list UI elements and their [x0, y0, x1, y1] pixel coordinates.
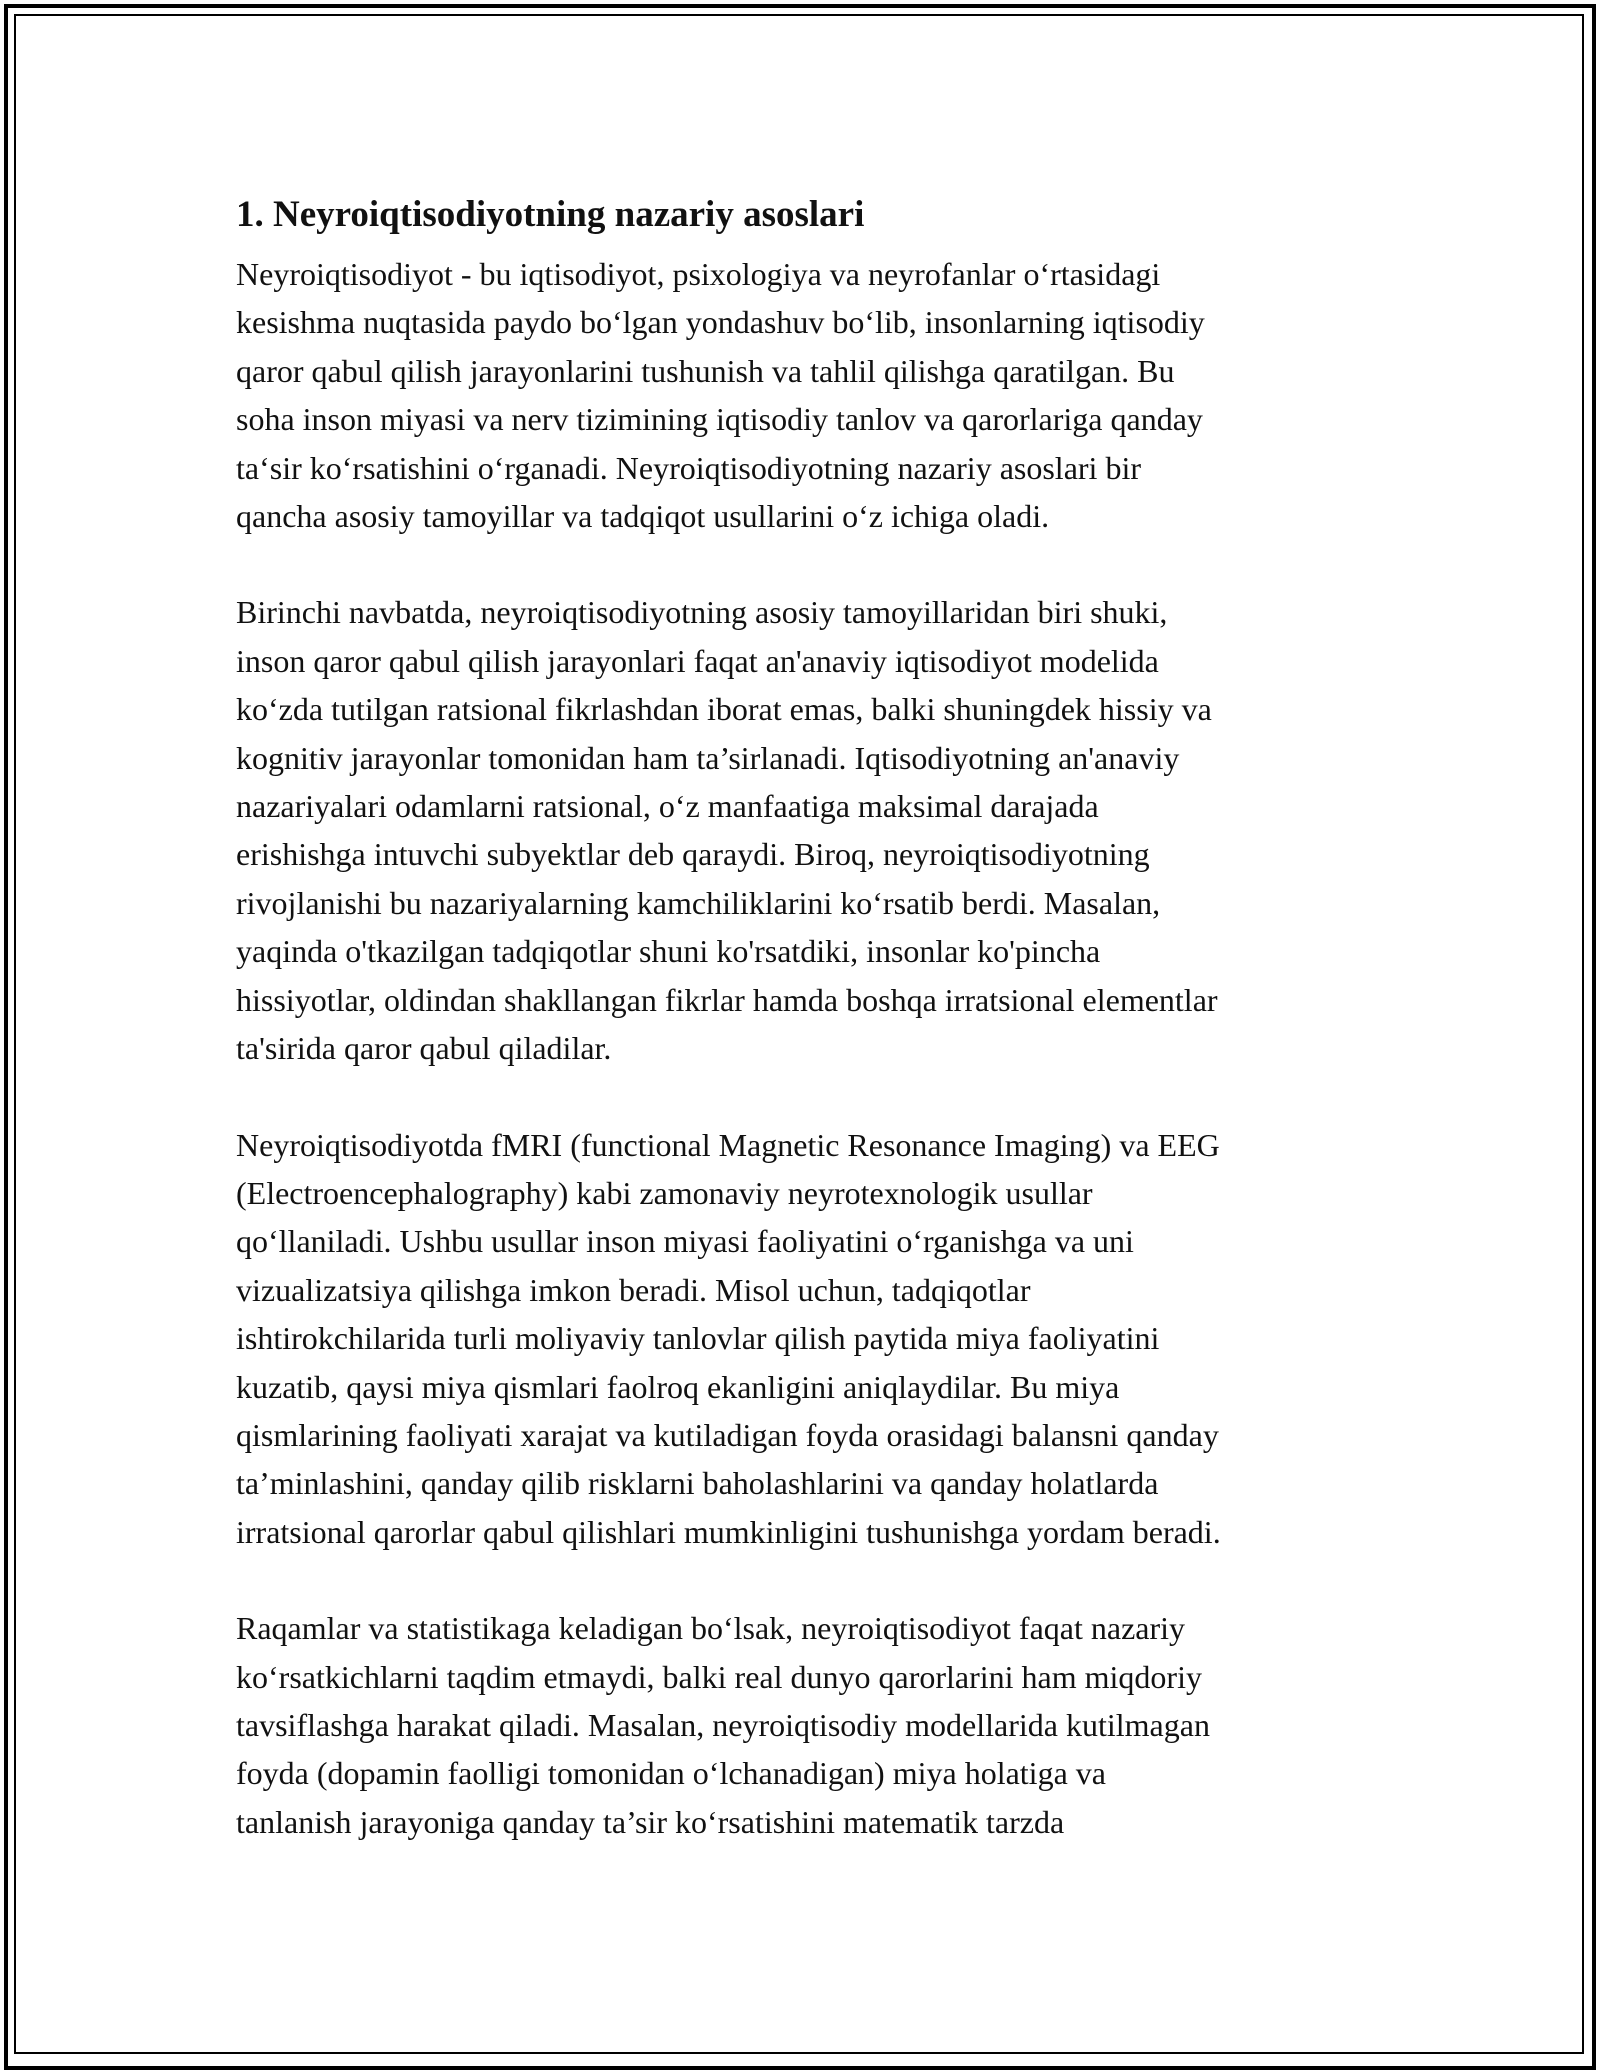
paragraph: [236, 250, 1386, 540]
text-line: (Electroencephalography) kabi zamonaviy neyrotexnologik usullar: [236, 1174, 1093, 1211]
text-line: soha inson miyasi va nerv tizimining iqtisodiy tanlov va qarorlariga qanday: [236, 401, 1203, 438]
text-line: kognitiv jarayonlar tomonidan ham ta’sirlanadi. Iqtisodiyotning an'anaviy: [236, 739, 1180, 776]
text-line: Neyroiqtisodiyot - bu iqtisodiyot, psixologiya va neyrofanlar o‘rtasidagi: [236, 256, 1161, 292]
text-line: erishishga intuvchi subyektlar deb qaraydi. Biroq, neyroiqtisodiyotning: [236, 836, 1150, 873]
text-line: tanlanish jarayoniga qanday ta’sir ko‘rsatishini matematik tarzda: [236, 1803, 1065, 1840]
text-line: nazariyalari odamlarni ratsional, o‘z manfaatiga maksimal darajada: [236, 788, 1099, 825]
paragraph: [236, 588, 1386, 1072]
text-line: ta'sirida qaror qabul qiladilar.: [236, 1030, 612, 1067]
text-line: ko‘rsatkichlarni taqdim etmaydi, balki real dunyo qarorlarini ham miqdoriy: [236, 1658, 1202, 1695]
text-line: kuzatib, qaysi miya qismlari faolroq ekanligini aniqlaydilar. Bu miya: [236, 1368, 1120, 1405]
text-line: Birinchi navbatda, neyroiqtisodiyotning asosiy tamoyillaridan biri shuki,: [236, 594, 1168, 631]
text-line: yaqinda o'tkazilgan tadqiqotlar shuni ko'rsatdiki, insonlar ko'pincha: [236, 933, 1101, 970]
text-line: inson qaror qabul qilish jarayonlari faqat an'anaviy iqtisodiyot modelida: [236, 642, 1159, 679]
text-line: rivojlanishi bu nazariyalarning kamchiliklarini ko‘rsatib berdi. Masalan,: [236, 884, 1161, 921]
text-line: ishtirokchilarida turli moliyaviy tanlovlar qilish paytida miya faoliyatini: [236, 1320, 1160, 1357]
text-line: Neyroiqtisodiyotda fMRI (functional Magnetic Resonance Imaging) va EEG: [236, 1126, 1220, 1163]
text-line: hissiyotlar, oldindan shakllangan fikrlar hamda boshqa irratsional elementlar: [236, 981, 1218, 1018]
text-line: Raqamlar va statistikaga keladigan bo‘lsak, neyroiqtisodiyot faqat nazariy: [236, 1610, 1186, 1647]
text-line: vizualizatsiya qilishga imkon beradi. Misol uchun, tadqiqotlar: [236, 1271, 1031, 1308]
text-line: tavsiflashga harakat qiladi. Masalan, neyroiqtisodiy modellarida kutilmagan: [236, 1706, 1210, 1743]
paragraph: [236, 1121, 1386, 1557]
text-line: qismlarining faoliyati xarajat va kutiladigan foyda orasidagi balansni qanday: [236, 1416, 1219, 1453]
paragraph: [236, 1604, 1386, 1846]
text-line: qancha asosiy tamoyillar va tadqiqot usullarini o‘z ichiga oladi.: [236, 498, 1050, 535]
text-line: qaror qabul qilish jarayonlarini tushunish va tahlil qilishga qaratilgan. Bu: [236, 352, 1175, 389]
text-line: ta‘sir ko‘rsatishini o‘rganadi. Neyroiqtisodiyotning nazariy asoslari bir: [236, 449, 1141, 486]
section-heading: 1. Neyroiqtisodiyotning nazariy asoslari: [236, 194, 865, 235]
text-line: ko‘zda tutilgan ratsional fikrlashdan iborat emas, balki shuningdek hissiy va: [236, 691, 1212, 728]
text-line: foyda (dopamin faolligi tomonidan o‘lchanadigan) miya holatiga va: [236, 1755, 1106, 1792]
text-line: qo‘llaniladi. Ushbu usullar inson miyasi faoliyatini o‘rganishga va uni: [236, 1223, 1134, 1260]
text-line: kesishma nuqtasida paydo bo‘lgan yondashuv bo‘lib, insonlarning iqtisodiy: [236, 304, 1205, 341]
text-line: ta’minlashini, qanday qilib risklarni baholashlarini va qanday holatlarda: [236, 1465, 1159, 1502]
document-body: [236, 186, 1386, 1894]
text-line: irratsional qarorlar qabul qilishlari mumkinligini tushunishga yordam beradi.: [236, 1513, 1221, 1550]
paragraph-list: [236, 250, 1386, 1846]
